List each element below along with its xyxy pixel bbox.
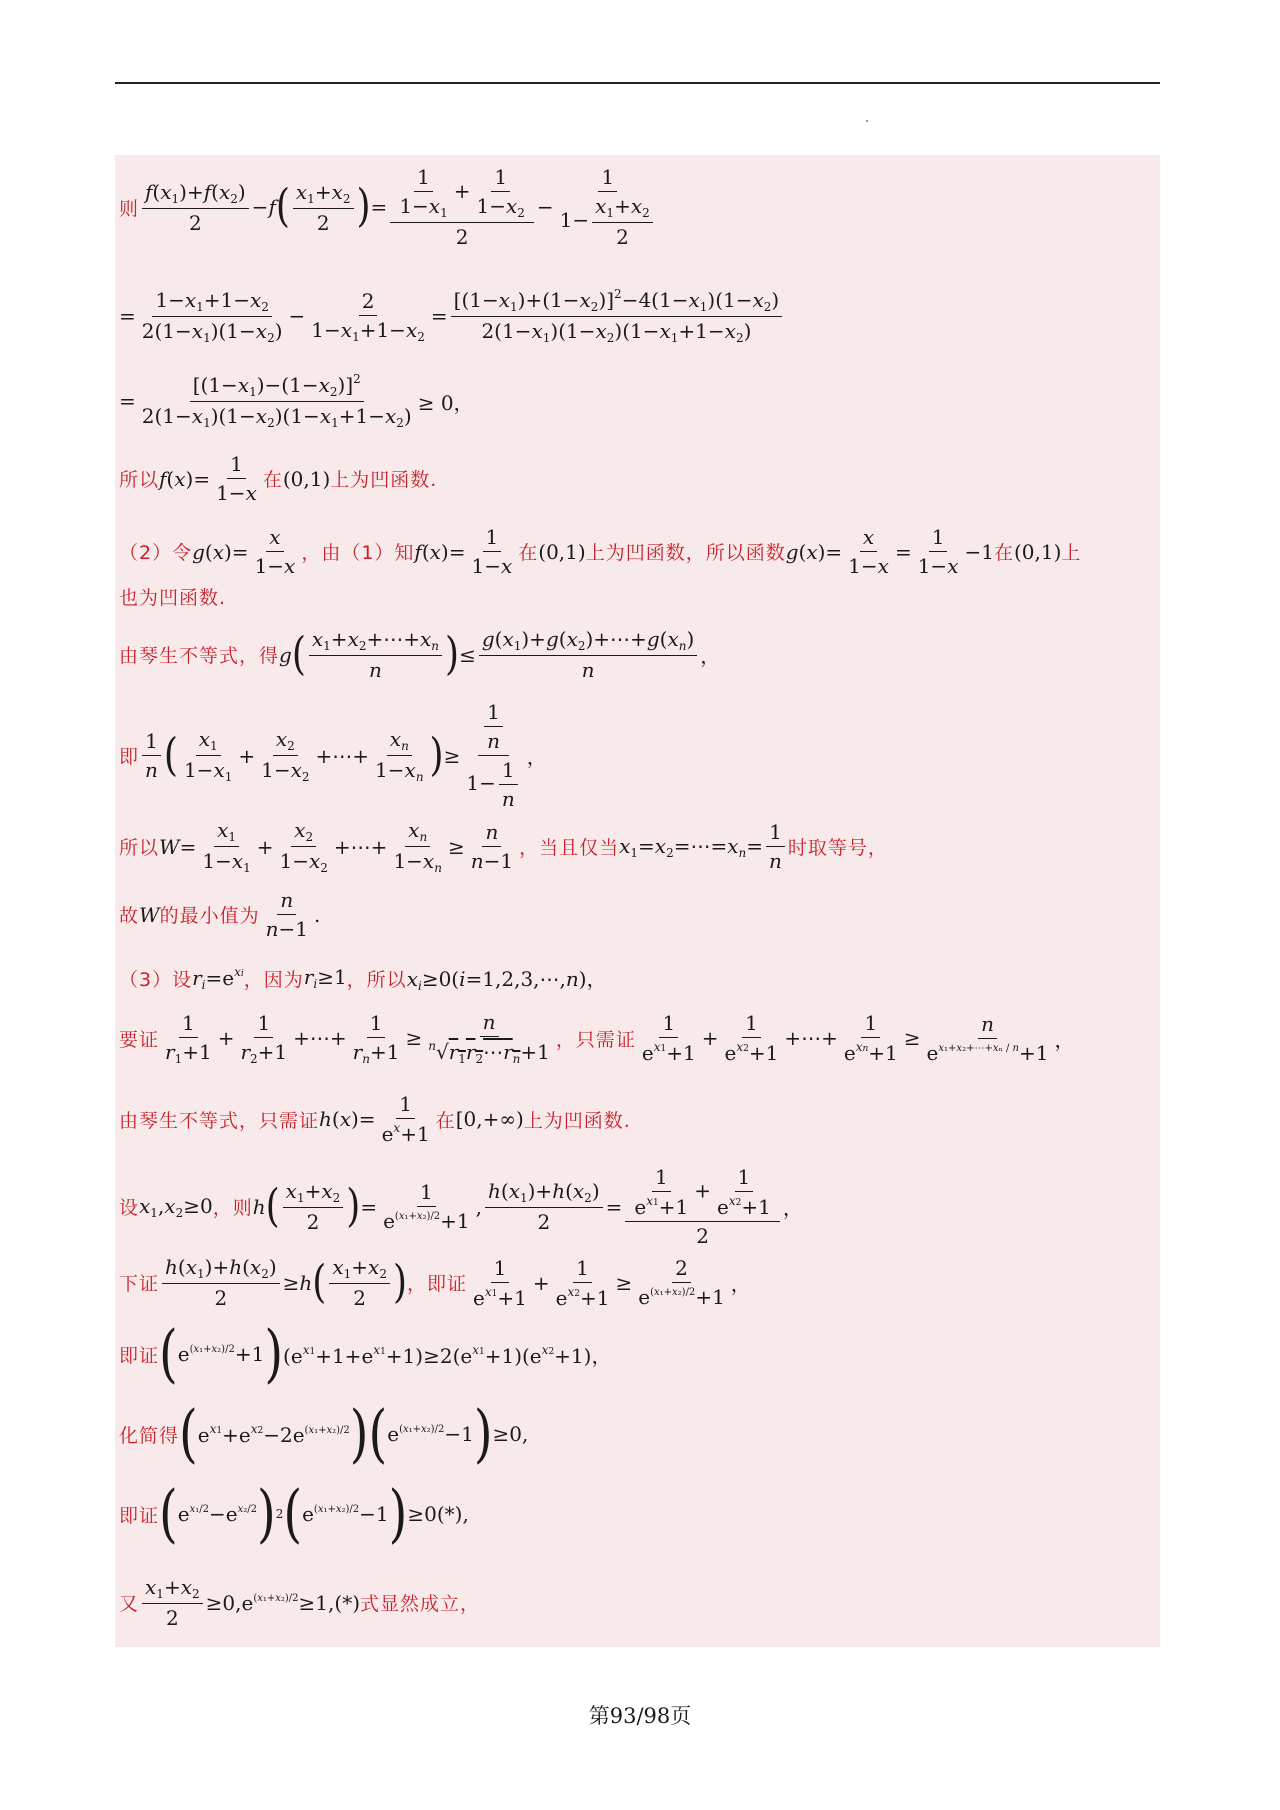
- text-ie-prove2: 即证: [119, 1344, 160, 1367]
- fraction: $\frac{n}{n-1}$: [470, 820, 514, 873]
- text-on: 在: [262, 469, 283, 491]
- fraction: $\frac{1}{n}$ 1− $\frac{1}{n}$: [463, 700, 523, 811]
- fraction: $\frac{1}{1-x}$: [216, 452, 257, 505]
- fraction: $\frac{n}{^n√r_1r_2\cdots r_n+1}$: [428, 1010, 550, 1066]
- text-next-prove: 下证: [119, 1273, 160, 1295]
- solution-panel: [115, 155, 1160, 1647]
- fraction: $\frac{1}{1-x}$: [917, 525, 959, 578]
- text-take-eq: 时取等号，: [787, 837, 888, 859]
- fraction: $\frac{f(x_1)+f(x_2)}{2}$: [142, 180, 249, 235]
- fraction: $\frac{1}{1-x_1}$ + $\frac{1}{1-x_2}$ 2: [390, 165, 534, 249]
- fraction: $\frac{n}{n-1}$: [265, 888, 308, 941]
- text-also: 又: [119, 1593, 140, 1615]
- fraction: $\frac{h(x_1)+h(x_2)}{2}$: [162, 1255, 280, 1310]
- line-4: 所以 f(x)= $\frac{1}{1-x}$ 在 (0,1) 上为凹函数.: [119, 452, 438, 505]
- text-only-need: ，只需证: [555, 1028, 636, 1051]
- fraction: $\frac{1}{r_1+1}$: [165, 1010, 212, 1066]
- line-18: 即证 ( $e^{x_1/2}-e^{x_2/2}$ ) 2 ( $e^{(x_1+x_2)/2}-1$ ) ≥0(*),: [119, 1477, 469, 1551]
- text-p2-let: （2）令: [119, 542, 193, 564]
- text-so: 所以: [119, 469, 160, 491]
- fraction: 1 1− $\frac{x_1+x_2}{2}$: [557, 165, 659, 249]
- text-to-prove: 要证: [119, 1028, 160, 1051]
- page-footer: 第93/98页: [588, 1704, 692, 1728]
- fraction: $\frac{x_1+x_2}{2}$: [142, 1575, 203, 1630]
- fraction: $\frac{1}{1-x}$: [471, 525, 513, 578]
- fraction: $\frac{1}{e^{x1}+1}$: [473, 1255, 527, 1310]
- text-eq-cond: ，当且仅当: [519, 837, 620, 859]
- fraction: $\frac{1}{e^{x2}+1}$: [555, 1255, 610, 1310]
- line-10: 故 W 的最小值为 $\frac{n}{n-1}$ .: [119, 888, 321, 941]
- text-holds: 式显然成立，: [360, 1593, 481, 1615]
- fraction: $\frac{x_2}{1-x_2}$: [261, 727, 310, 784]
- text-p3-because: ，因为: [243, 968, 304, 991]
- text-p3-set: （3）设: [119, 968, 193, 991]
- text-p3-so: ，所以: [346, 968, 407, 991]
- fraction: $\frac{[(1-x_1)+(1-x_2)]^2-4(1-x_1)(1-x_2)}{2(1-x_1)(1-x_2)(1-x_1+1-x_2)}$: [451, 287, 783, 345]
- line-15: 下证 $\frac{h(x_1)+h(x_2)}{2}$ ≥h ( $\frac{x_1+x_2}{2}$ ) ，即证 $\frac{1}{e^{x1}+1}$ + $\frac{1}{e^{x2}+1}$ ≥ $\frac{2}{e^{(x_1+x_2)/2}+1}$ ，: [119, 1255, 751, 1310]
- line-16: 即证 ( $e^{(x_1+x_2)/2}+1$ ) $(e^{x1}+1+e^{x1}+1)\ge 2(e^{x1}+1)(e^{x2}+1)$，: [119, 1317, 612, 1391]
- fraction: $\frac{[(1-x_1)-(1-x_2)]^2}{2(1-x_1)(1-x_2)(1-x_1+1-x_2)}$: [141, 372, 412, 430]
- text-p2-sofn: 上为凹函数，所以函数: [585, 542, 786, 564]
- line-19: 又 $\frac{x_1+x_2}{2}$ $\ge 0,e^{(x_1+x_2)/2}\ge 1,(*)$ 式显然成立，: [119, 1575, 481, 1630]
- fraction: $\frac{x_n}{1-x_n}$: [393, 818, 442, 875]
- line-13: 由琴生不等式，只需证 h(x)= $\frac{1}{e^x+1}$ 在 [0,+∞) 上为凹函数.: [119, 1092, 631, 1146]
- text-so-w: 所以: [119, 837, 160, 859]
- header-rule: [115, 82, 1160, 84]
- fraction: $\frac{x_1}{1-x_1}$: [202, 818, 251, 875]
- fraction: $\frac{n}{e^{x_1+x_2+\cdots+x_n / n}+1}$: [926, 1011, 1049, 1065]
- text-ie: 即: [119, 746, 140, 768]
- fraction: $\frac{h(x_1)+h(x_2)}{2}$: [485, 1179, 603, 1234]
- text-jensen-only: 由琴生不等式，只需证: [119, 1109, 320, 1132]
- then-label: 则: [119, 197, 140, 220]
- fraction: $\frac{1}{r_2+1}$: [240, 1010, 288, 1066]
- text-concave-end: 上为凹函数.: [523, 1109, 631, 1132]
- text-p2-also: 也为凹函数.: [119, 587, 227, 609]
- fraction: $\frac{1}{e^{x1}+1}$: [641, 1011, 696, 1065]
- fraction: $\frac{x_1+x_2}{2}$: [283, 1179, 344, 1234]
- fraction: $\frac{1}{e^{x1}+1}$ + $\frac{1}{e^{x2}+1}$ 2: [625, 1165, 779, 1248]
- fraction: $\frac{1}{e^x+1}$: [381, 1092, 430, 1146]
- line-7: 由琴生不等式，得 g ( $\frac{x_1+x_2+\cdots+x_n}{n}$ ) ≤ $\frac{g(x_1)+g(x_2)+\cdots+g(x_n)}{n}$ ，: [119, 627, 721, 682]
- fraction: $\frac{1}{e^{(x_1+x_2)/2}+1}$: [383, 1180, 470, 1233]
- fraction: $\frac{2}{1-x_1+1-x_2}$: [311, 288, 425, 344]
- fraction: $\frac{2}{e^{(x_1+x_2)/2}+1}$: [638, 1256, 725, 1309]
- text-set-x: 设: [119, 1197, 140, 1219]
- text-simplify: 化简得: [119, 1424, 180, 1447]
- line-1: 则 $\frac{f(x_1)+f(x_2)}{2}$ −f ( $\frac{x_1+x_2}{2}$ ) = $\frac{1}{1-x_1}$ + $\frac{1}{1-x_2}$ 2 − 1 1− $\frac{x_1+x_2}{2}$: [119, 165, 1156, 249]
- line-3: = $\frac{[(1-x_1)-(1-x_2)]^2}{2(1-x_1)(1-x_2)(1-x_1+1-x_2)}$ ≥ 0，: [119, 372, 474, 430]
- text-ie-prove3: 即证: [119, 1504, 160, 1527]
- fraction: $\frac{1}{e^{x2}+1}$: [724, 1011, 779, 1065]
- fraction: $\frac{x_n}{1-x_n}$: [375, 727, 424, 784]
- fraction: $\frac{x}{1-x}$: [848, 525, 889, 578]
- line-9: 所以 W = $\frac{x_1}{1-x_1}$ + $\frac{x_2}{1-x_2}$ +⋯+ $\frac{x_n}{1-x_n}$ ≥ $\frac{n}{n-1}$ ，当且仅当 $x_1=x_2=\cdots=x_n=$ $\frac{1}{n}$ 时取等号，: [119, 818, 888, 875]
- text-p2-up: 上: [1061, 542, 1082, 564]
- fraction: $\frac{1}{e^{xn}+1}$: [843, 1011, 898, 1065]
- text-jensen: 由琴生不等式，得: [119, 645, 280, 667]
- line-5: （2）令 g(x)= $\frac{x}{1-x}$ ，由（1）知 f(x)= $\frac{1}{1-x}$ 在 (0,1) 上为凹函数，所以函数 g(x)= $\frac{x}{1-x}$ = $\frac{1}{1-x}$ −1 在 (0,1) 上: [119, 525, 1082, 578]
- fraction: $\frac{x_1}{1-x_1}$: [183, 727, 233, 784]
- fraction: $\frac{x_2}{1-x_2}$: [279, 818, 328, 875]
- line-8: 即 $\frac{1}{n}$ ( $\frac{x_1}{1-x_1}$ + $\frac{x_2}{1-x_2}$ +⋯+ $\frac{x_n}{1-x_n}$ ) ≥ $\frac{1}{n}$ 1− $\frac{1}{n}$ ，: [119, 700, 547, 811]
- text-ie-prove: ，即证: [407, 1273, 468, 1295]
- line-2: = $\frac{1-x_1+1-x_2}{2(1-x_1)(1-x_2)}$ − $\frac{2}{1-x_1+1-x_2}$ = $\frac{[(1-x_1)+(1-x_2)]^2-4(1-x_1)(1-x_2)}{2(1-x_1)(1-x_2)(1-x_1+1-x_2)}$: [119, 287, 1156, 345]
- fraction: $\frac{x}{1-x}$: [254, 525, 296, 578]
- line-12: 要证 $\frac{1}{r_1+1}$ + $\frac{1}{r_2+1}$ +⋯+ $\frac{1}{r_n+1}$ ≥ $\frac{n}{^n√r_1r_2\cdots r_n+1}$ ，只需证 $\frac{1}{e^{x1}+1}$ + $\frac{1}{e^{x2}+1}$ +⋯+ $\frac{1}{e^{xn}+1}$ ≥ $\frac{n}{e^{x_1+x_2+\cdots+x_n / n}+1}$ ，: [119, 1010, 1075, 1066]
- text-on-interval: 在: [435, 1109, 456, 1132]
- line-11: （3）设 $r_i=e^{xi}$ ，因为 $r_i\ge 1$ ，所以 $x_i\ge 0(i=1,2,3,\cdots,n)$，: [119, 964, 607, 993]
- fraction: $\frac{x_1+x_2}{2}$: [329, 1255, 390, 1310]
- text-min-is: 的最小值为: [159, 905, 260, 927]
- fraction: $\frac{x_1+x_2+\cdots+x_n}{n}$: [309, 627, 442, 682]
- text-then2: ，则: [212, 1197, 253, 1219]
- fraction: $\frac{1}{n}$: [142, 729, 161, 782]
- line-14: 设 $x_1,x_2\ge 0$ ，则 h ( $\frac{x_1+x_2}{2}$ ) = $\frac{1}{e^{(x_1+x_2)/2}+1}$ , $\frac{h(x_1)+h(x_2)}{2}$ = $\frac{1}{e^{x1}+1}$ + $\frac{1}{e^{x2}+1}$ 2 ，: [119, 1165, 803, 1248]
- text-p2-on: 在: [993, 542, 1014, 564]
- fraction: $\frac{1}{r_n+1}$: [352, 1010, 400, 1066]
- fraction: $\frac{x_1+x_2}{2}$: [293, 180, 354, 235]
- line-17: 化简得 ( $e^{x1}+e^{x2}-2e^{(x_1+x_2)/2}$ ) ( $e^{(x_1+x_2)/2}-1$ ) ≥0,: [119, 1397, 529, 1471]
- line-6: [119, 583, 1156, 610]
- text-p2-by1: ，由（1）知: [301, 542, 415, 564]
- header-dot: [866, 120, 868, 122]
- fraction: $\frac{1-x_1+1-x_2}{2(1-x_1)(1-x_2)}$: [141, 287, 283, 345]
- text-min: 故: [119, 905, 140, 927]
- text-concave: 上为凹函数.: [330, 469, 438, 491]
- fraction: $\frac{1}{n}$: [766, 820, 785, 873]
- fraction: $\frac{g(x_1)+g(x_2)+\cdots+g(x_n)}{n}$: [479, 627, 697, 682]
